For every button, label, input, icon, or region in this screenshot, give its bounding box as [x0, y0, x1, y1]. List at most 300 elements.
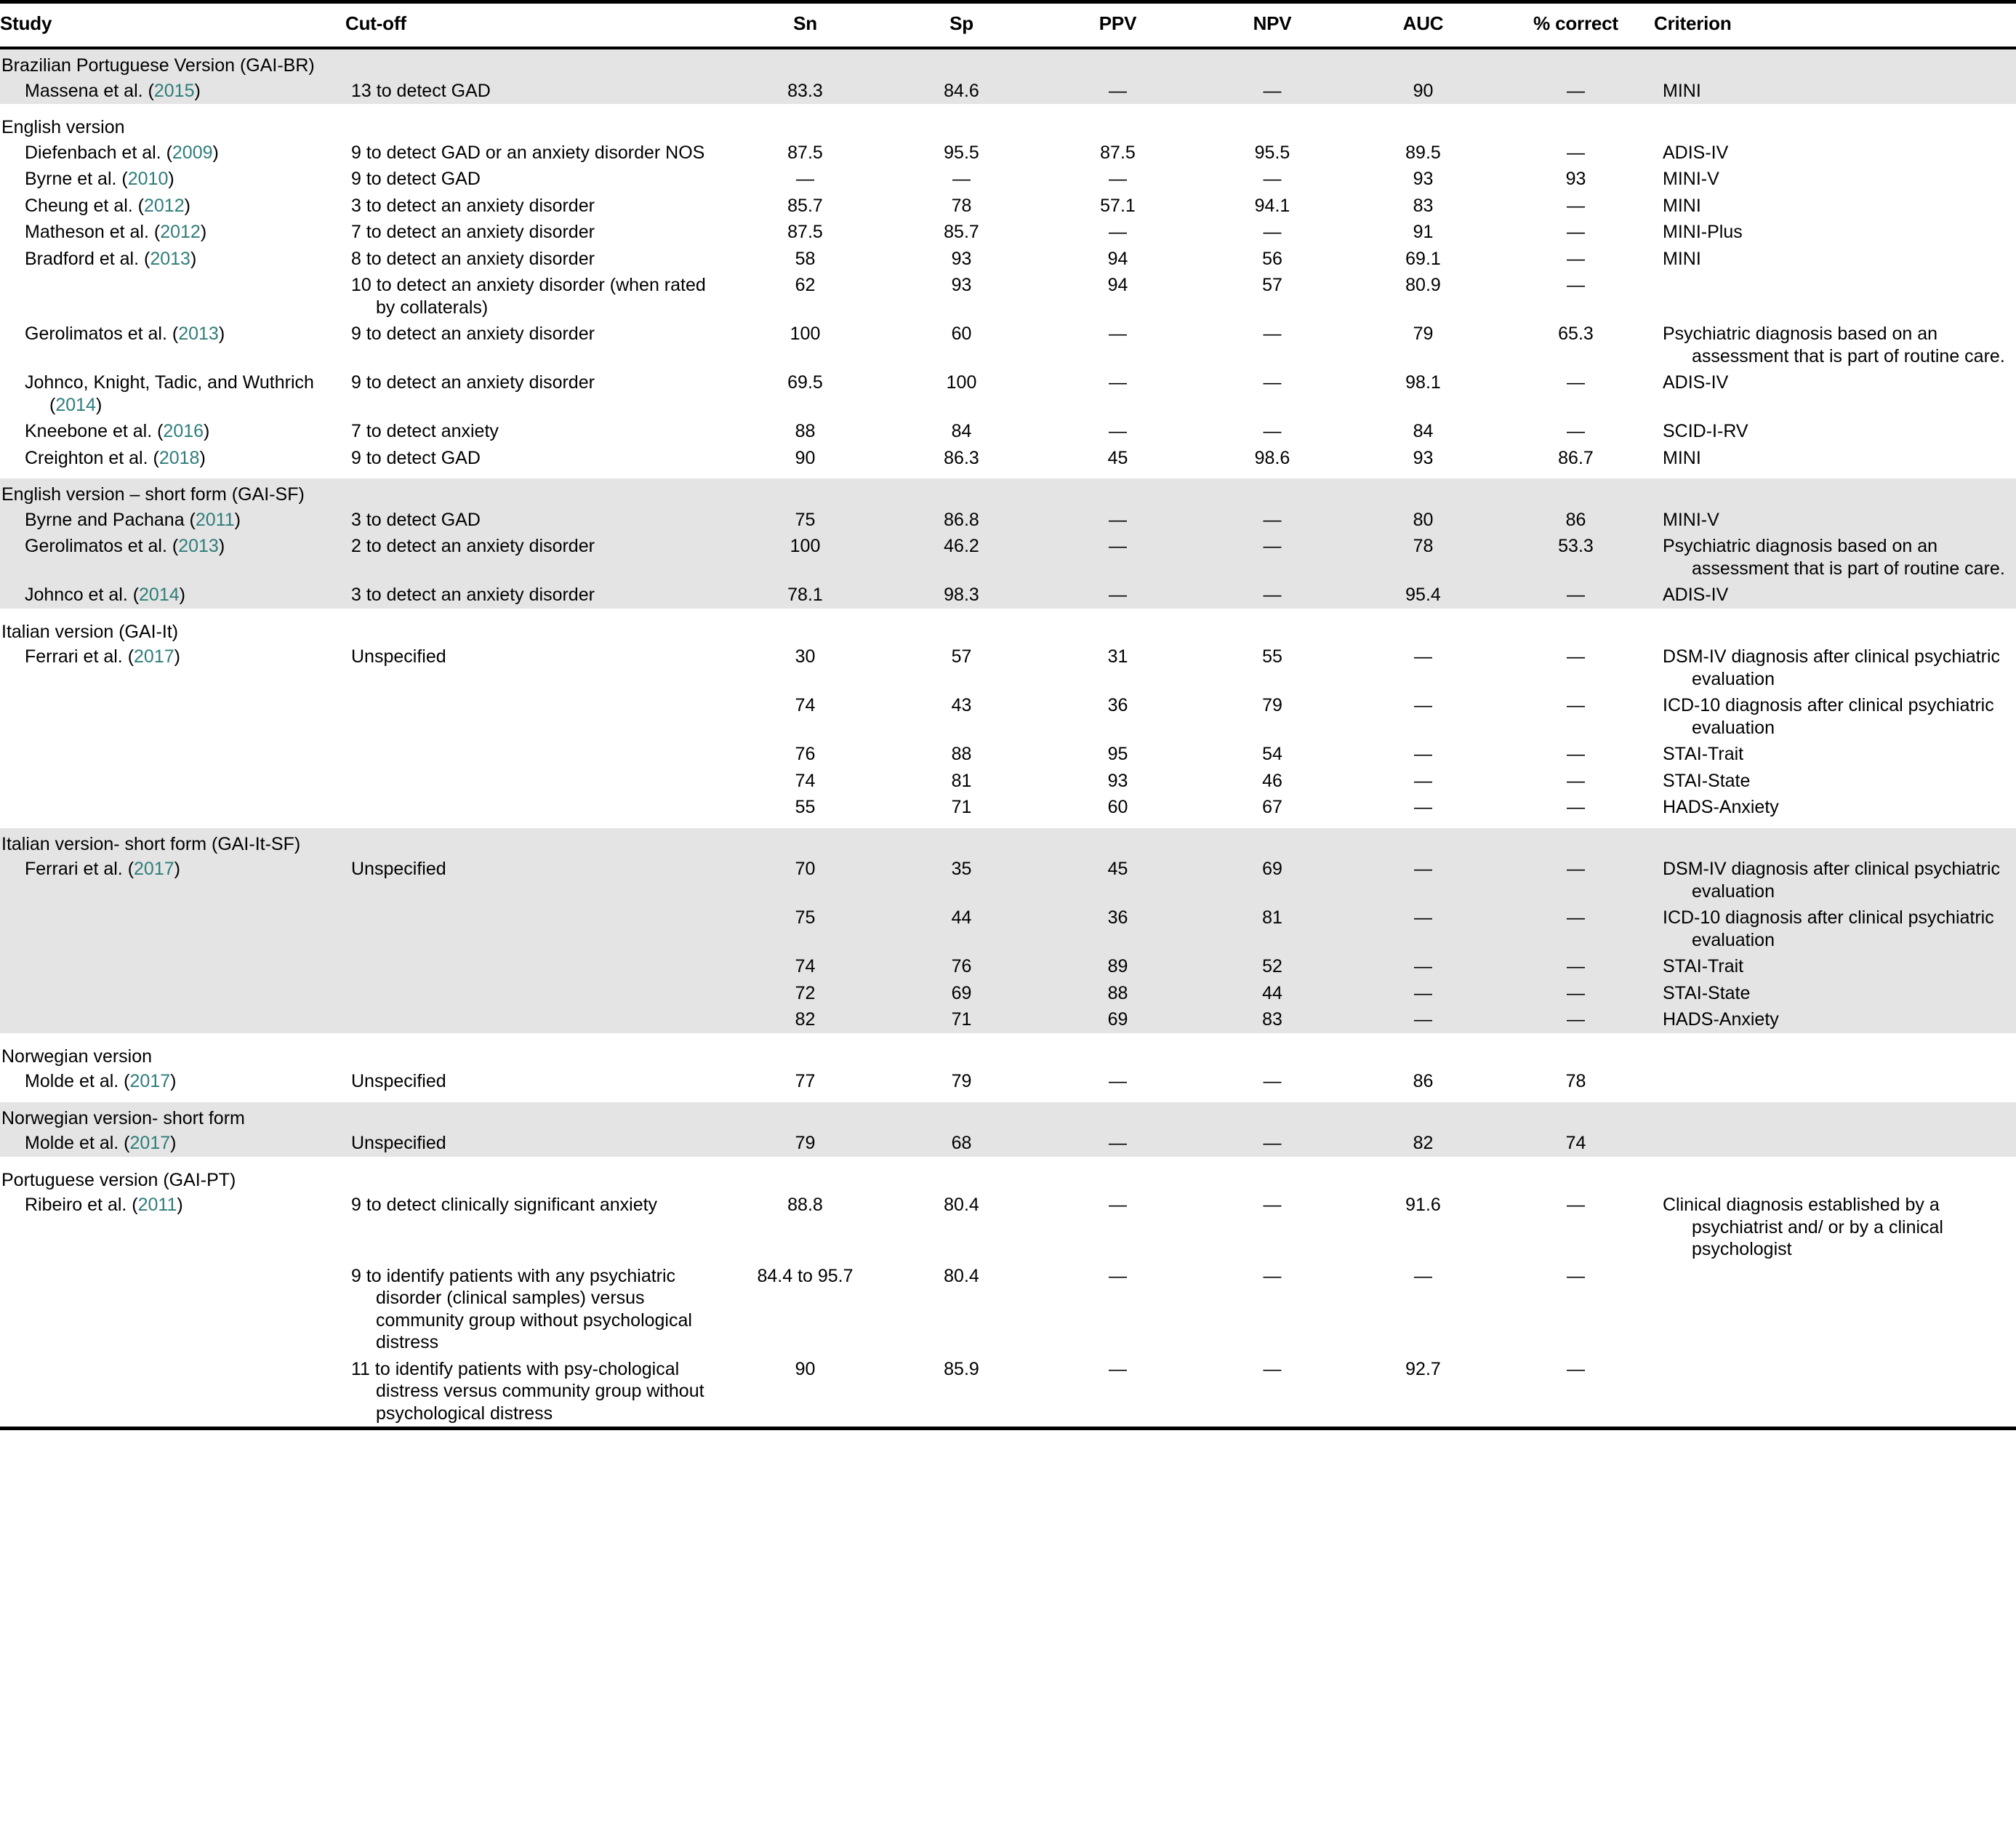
cell-pct-correct: —: [1498, 193, 1654, 220]
cell-sp: 93: [883, 272, 1040, 321]
cell-cutoff: Unspecified: [345, 1068, 727, 1095]
section-spacer: [0, 1095, 2016, 1102]
column-header-pct-correct: % correct: [1498, 2, 1654, 47]
citation-year[interactable]: 2018: [158, 447, 200, 468]
citation-year[interactable]: 2013: [150, 248, 190, 269]
cell-ppv: —: [1040, 219, 1196, 246]
section-spacer: [0, 1157, 2016, 1164]
cell-sn: 58: [727, 246, 883, 273]
cell-auc: —: [1349, 741, 1498, 768]
table-footer: [0, 1429, 2016, 1431]
cell-npv: 54: [1196, 741, 1349, 768]
cell-sn: 85.7: [727, 193, 883, 220]
cell-criterion: HADS-Anxiety: [1654, 1006, 2016, 1033]
section-header-row: [0, 111, 2016, 140]
cell-cutoff: 9 to detect GAD: [345, 166, 727, 193]
table-row: [0, 794, 2016, 821]
cell-sp: 35: [883, 856, 1040, 905]
cell-criterion: MINI: [1654, 445, 2016, 472]
cell-study: [0, 980, 345, 1007]
cell-cutoff: [345, 905, 727, 953]
cell-sn: 87.5: [727, 140, 883, 167]
cell-cutoff: Unspecified: [345, 1130, 727, 1157]
cell-sn: 90: [727, 445, 883, 472]
section-title: Norwegian version- short form: [0, 1102, 727, 1131]
cell-pct-correct: 86.7: [1498, 445, 1654, 472]
cell-auc: —: [1349, 1263, 1498, 1356]
cell-sp: 81: [883, 768, 1040, 795]
table-row: [0, 1192, 2016, 1263]
cell-cutoff: 8 to detect an anxiety disorder: [345, 246, 727, 273]
section-blank-npv: [1196, 828, 1349, 857]
table-body: [0, 48, 2016, 1429]
section-header-row: [0, 48, 2016, 78]
cell-auc: 69.1: [1349, 246, 1498, 273]
cell-sp: 80.4: [883, 1263, 1040, 1356]
cell-ppv: 95: [1040, 741, 1196, 768]
cell-study: Byrne et al. (2010): [0, 166, 345, 193]
cell-criterion: [1654, 1263, 2016, 1356]
cell-pct-correct: —: [1498, 1192, 1654, 1263]
cell-ppv: 94: [1040, 272, 1196, 321]
cell-cutoff: [345, 980, 727, 1007]
cell-npv: —: [1196, 369, 1349, 418]
table-row: [0, 507, 2016, 534]
section-blank-pct: [1498, 828, 1654, 857]
cell-pct-correct: —: [1498, 140, 1654, 167]
cell-study: Creighton et al. (2018): [0, 445, 345, 472]
cell-study: Diefenbach et al. (2009): [0, 140, 345, 167]
cell-auc: 91: [1349, 219, 1498, 246]
cell-study: [0, 1006, 345, 1033]
cell-criterion: MINI-Plus: [1654, 219, 2016, 246]
column-header-sp: Sp: [883, 2, 1040, 47]
table-row: [0, 856, 2016, 905]
section-blank-npv: [1196, 1040, 1349, 1069]
cell-auc: 83: [1349, 193, 1498, 220]
cell-auc: 91.6: [1349, 1192, 1498, 1263]
section-spacer: [0, 471, 2016, 478]
cell-pct-correct: 65.3: [1498, 321, 1654, 369]
section-blank-sn: [727, 111, 883, 140]
citation-year[interactable]: 2017: [129, 1133, 171, 1153]
table-row: [0, 140, 2016, 167]
cell-ppv: —: [1040, 533, 1196, 582]
cell-cutoff: 9 to identify patients with any psychiatric disorder (clinical samples) versus community group without psychological distress: [345, 1263, 727, 1356]
cell-criterion: [1654, 1130, 2016, 1157]
cell-npv: 69: [1196, 856, 1349, 905]
cell-criterion: DSM-IV diagnosis after clinical psychiatric evaluation: [1654, 856, 2016, 905]
table-row: [0, 219, 2016, 246]
cell-npv: —: [1196, 166, 1349, 193]
cell-cutoff: Unspecified: [345, 856, 727, 905]
cell-npv: 44: [1196, 980, 1349, 1007]
table-row: [0, 1130, 2016, 1157]
cell-sp: 98.3: [883, 582, 1040, 609]
cell-study: Johnco et al. (2014): [0, 582, 345, 609]
cell-ppv: 94: [1040, 246, 1196, 273]
cell-ppv: 45: [1040, 856, 1196, 905]
cell-npv: —: [1196, 533, 1349, 582]
cell-npv: 95.5: [1196, 140, 1349, 167]
section-blank-criterion: [1654, 1040, 2016, 1069]
cell-pct-correct: —: [1498, 246, 1654, 273]
cell-criterion: HADS-Anxiety: [1654, 794, 2016, 821]
cell-criterion: MINI: [1654, 193, 2016, 220]
cell-auc: 79: [1349, 321, 1498, 369]
table-row: [0, 166, 2016, 193]
citation-year[interactable]: 2017: [129, 1071, 171, 1091]
cell-sp: 71: [883, 794, 1040, 821]
cell-auc: 98.1: [1349, 369, 1498, 418]
cell-study: [0, 692, 345, 741]
cell-sp: 78: [883, 193, 1040, 220]
section-blank-pct: [1498, 111, 1654, 140]
citation-year[interactable]: 2016: [163, 421, 204, 441]
cell-criterion: STAI-Trait: [1654, 741, 2016, 768]
cell-pct-correct: 86: [1498, 507, 1654, 534]
section-title: Italian version (GAI-It): [0, 616, 727, 644]
citation-year[interactable]: 2013: [178, 324, 219, 344]
cell-cutoff: 3 to detect GAD: [345, 507, 727, 534]
table-row: [0, 582, 2016, 609]
section-blank-sn: [727, 1040, 883, 1069]
cell-ppv: 89: [1040, 953, 1196, 980]
cell-ppv: —: [1040, 582, 1196, 609]
table-row: [0, 905, 2016, 953]
cell-sp: 80.4: [883, 1192, 1040, 1263]
cell-ppv: —: [1040, 1192, 1196, 1263]
citation-year[interactable]: 2013: [178, 536, 219, 556]
citation-year[interactable]: 2014: [139, 585, 180, 605]
table-row: [0, 1263, 2016, 1356]
cell-study: Johnco, Knight, Tadic, and Wuthrich (2014): [0, 369, 345, 418]
section-blank-ppv: [1040, 478, 1196, 507]
cell-pct-correct: —: [1498, 905, 1654, 953]
section-title: English version: [0, 111, 727, 140]
cell-npv: 81: [1196, 905, 1349, 953]
citation-year[interactable]: 2011: [137, 1195, 177, 1215]
cell-npv: —: [1196, 507, 1349, 534]
cell-ppv: —: [1040, 166, 1196, 193]
cell-sn: 87.5: [727, 219, 883, 246]
column-header-study: Study: [0, 2, 345, 47]
cell-sn: 79: [727, 1130, 883, 1157]
cell-cutoff: 3 to detect an anxiety disorder: [345, 193, 727, 220]
cell-sp: 86.3: [883, 445, 1040, 472]
cell-sn: 55: [727, 794, 883, 821]
column-header-auc: AUC: [1349, 2, 1498, 47]
table-row: [0, 1356, 2016, 1429]
table-row: [0, 768, 2016, 795]
citation-year[interactable]: 2012: [144, 195, 185, 216]
citation-year[interactable]: 2011: [195, 509, 235, 530]
cell-study: Gerolimatos et al. (2013): [0, 533, 345, 582]
cell-auc: 80: [1349, 507, 1498, 534]
cell-npv: —: [1196, 1192, 1349, 1263]
cell-pct-correct: —: [1498, 219, 1654, 246]
cell-cutoff: [345, 953, 727, 980]
citation-year[interactable]: 2015: [153, 80, 195, 101]
citation-year[interactable]: 2012: [160, 222, 201, 242]
table-row: [0, 321, 2016, 369]
cell-sp: 57: [883, 643, 1040, 692]
cell-criterion: Psychiatric diagnosis based on an assessment that is part of routine care.: [1654, 533, 2016, 582]
cell-auc: 90: [1349, 78, 1498, 105]
cell-pct-correct: —: [1498, 980, 1654, 1007]
cell-auc: 93: [1349, 166, 1498, 193]
cell-criterion: MINI-V: [1654, 507, 2016, 534]
section-blank-sp: [883, 828, 1040, 857]
cell-ppv: —: [1040, 1356, 1196, 1429]
cell-criterion: Psychiatric diagnosis based on an assessment that is part of routine care.: [1654, 321, 2016, 369]
cell-sp: 88: [883, 741, 1040, 768]
cell-study: Gerolimatos et al. (2013): [0, 321, 345, 369]
cell-auc: —: [1349, 768, 1498, 795]
citation-year[interactable]: 2014: [55, 394, 96, 415]
column-header-criterion: Criterion: [1654, 2, 2016, 47]
section-blank-ppv: [1040, 828, 1196, 857]
section-title: English version – short form (GAI-SF): [0, 478, 727, 507]
cell-npv: —: [1196, 321, 1349, 369]
cell-npv: 79: [1196, 692, 1349, 741]
cell-cutoff: Unspecified: [345, 643, 727, 692]
cell-auc: —: [1349, 856, 1498, 905]
section-header-row: [0, 1102, 2016, 1131]
cell-auc: 92.7: [1349, 1356, 1498, 1429]
cell-auc: —: [1349, 643, 1498, 692]
cell-sp: 93: [883, 246, 1040, 273]
cell-ppv: 69: [1040, 1006, 1196, 1033]
cell-pct-correct: —: [1498, 856, 1654, 905]
citation-year[interactable]: 2017: [134, 646, 174, 667]
section-blank-npv: [1196, 48, 1349, 78]
cell-npv: —: [1196, 1068, 1349, 1095]
table-row: [0, 369, 2016, 418]
cell-pct-correct: —: [1498, 768, 1654, 795]
cell-ppv: —: [1040, 1130, 1196, 1157]
section-blank-criterion: [1654, 616, 2016, 644]
cell-sp: 60: [883, 321, 1040, 369]
cell-criterion: [1654, 272, 2016, 321]
section-header-row: [0, 1164, 2016, 1192]
cell-criterion: SCID-I-RV: [1654, 418, 2016, 445]
cell-sn: 78.1: [727, 582, 883, 609]
cell-sn: 69.5: [727, 369, 883, 418]
section-blank-sp: [883, 616, 1040, 644]
cell-criterion: ICD-10 diagnosis after clinical psychiatric evaluation: [1654, 692, 2016, 741]
cell-sn: 77: [727, 1068, 883, 1095]
cell-npv: —: [1196, 418, 1349, 445]
section-blank-pct: [1498, 478, 1654, 507]
cell-pct-correct: 53.3: [1498, 533, 1654, 582]
cell-pct-correct: 93: [1498, 166, 1654, 193]
table-row: [0, 246, 2016, 273]
cell-npv: —: [1196, 582, 1349, 609]
cell-criterion: Clinical diagnosis established by a psychiatrist and/ or by a clinical psychologist: [1654, 1192, 2016, 1263]
cell-criterion: ADIS-IV: [1654, 140, 2016, 167]
cell-npv: 46: [1196, 768, 1349, 795]
table-header: [0, 2, 2016, 49]
cell-study: [0, 272, 345, 321]
table-row: [0, 980, 2016, 1007]
cell-study: [0, 741, 345, 768]
cell-study: Ribeiro et al. (2011): [0, 1192, 345, 1263]
section-blank-criterion: [1654, 828, 2016, 857]
table-row: [0, 1006, 2016, 1033]
section-blank-ppv: [1040, 1102, 1196, 1131]
section-blank-auc: [1349, 1040, 1498, 1069]
cell-npv: 83: [1196, 1006, 1349, 1033]
section-blank-auc: [1349, 1164, 1498, 1192]
cell-sn: 90: [727, 1356, 883, 1429]
cell-pct-correct: —: [1498, 794, 1654, 821]
section-blank-sp: [883, 1102, 1040, 1131]
cell-criterion: [1654, 1356, 2016, 1429]
cell-auc: 78: [1349, 533, 1498, 582]
cell-cutoff: [345, 768, 727, 795]
cell-auc: —: [1349, 953, 1498, 980]
cell-study: [0, 768, 345, 795]
section-spacer: [0, 1033, 2016, 1040]
section-blank-criterion: [1654, 111, 2016, 140]
section-title: Italian version- short form (GAI-It-SF): [0, 828, 727, 857]
cell-npv: 94.1: [1196, 193, 1349, 220]
section-blank-npv: [1196, 1164, 1349, 1192]
cell-auc: 80.9: [1349, 272, 1498, 321]
cell-criterion: DSM-IV diagnosis after clinical psychiatric evaluation: [1654, 643, 2016, 692]
section-blank-ppv: [1040, 1040, 1196, 1069]
cell-ppv: —: [1040, 78, 1196, 105]
section-blank-sn: [727, 478, 883, 507]
section-blank-auc: [1349, 48, 1498, 78]
cell-pct-correct: 78: [1498, 1068, 1654, 1095]
cell-study: Matheson et al. (2012): [0, 219, 345, 246]
cell-sn: 75: [727, 905, 883, 953]
cell-ppv: 87.5: [1040, 140, 1196, 167]
cell-npv: 52: [1196, 953, 1349, 980]
cell-sp: 69: [883, 980, 1040, 1007]
cell-npv: —: [1196, 78, 1349, 105]
cell-npv: —: [1196, 1130, 1349, 1157]
cell-auc: 93: [1349, 445, 1498, 472]
cell-ppv: 36: [1040, 905, 1196, 953]
table-row: [0, 953, 2016, 980]
section-header-row: [0, 1040, 2016, 1069]
section-title: Norwegian version: [0, 1040, 727, 1069]
cell-ppv: —: [1040, 507, 1196, 534]
table-row: [0, 418, 2016, 445]
cell-study: Ferrari et al. (2017): [0, 643, 345, 692]
section-blank-criterion: [1654, 48, 2016, 78]
cell-sn: 30: [727, 643, 883, 692]
cell-ppv: —: [1040, 321, 1196, 369]
cell-study: Molde et al. (2017): [0, 1068, 345, 1095]
cell-cutoff: 9 to detect an anxiety disorder: [345, 321, 727, 369]
section-blank-auc: [1349, 828, 1498, 857]
table-row: [0, 643, 2016, 692]
cell-ppv: —: [1040, 418, 1196, 445]
cell-pct-correct: 74: [1498, 1130, 1654, 1157]
section-header-row: [0, 616, 2016, 644]
cell-pct-correct: —: [1498, 272, 1654, 321]
cell-auc: —: [1349, 794, 1498, 821]
citation-year[interactable]: 2009: [172, 142, 213, 163]
section-blank-ppv: [1040, 1164, 1196, 1192]
cell-criterion: ADIS-IV: [1654, 582, 2016, 609]
section-spacer: [0, 104, 2016, 111]
section-blank-sn: [727, 1102, 883, 1131]
cell-sp: 85.7: [883, 219, 1040, 246]
cell-ppv: —: [1040, 1263, 1196, 1356]
section-header-row: [0, 828, 2016, 857]
section-blank-npv: [1196, 616, 1349, 644]
section-blank-sn: [727, 1164, 883, 1192]
section-blank-pct: [1498, 48, 1654, 78]
column-header-npv: NPV: [1196, 2, 1349, 47]
cell-sn: 88.8: [727, 1192, 883, 1263]
cell-sn: 74: [727, 953, 883, 980]
cell-criterion: ADIS-IV: [1654, 369, 2016, 418]
cell-pct-correct: —: [1498, 1006, 1654, 1033]
cell-study: Massena et al. (2015): [0, 78, 345, 105]
cell-auc: —: [1349, 692, 1498, 741]
section-blank-sp: [883, 111, 1040, 140]
cell-cutoff: 9 to detect GAD: [345, 445, 727, 472]
cell-study: Bradford et al. (2013): [0, 246, 345, 273]
section-blank-npv: [1196, 478, 1349, 507]
cell-criterion: ICD-10 diagnosis after clinical psychiatric evaluation: [1654, 905, 2016, 953]
table-row: [0, 692, 2016, 741]
section-header-row: [0, 478, 2016, 507]
cell-sp: 79: [883, 1068, 1040, 1095]
cell-auc: —: [1349, 980, 1498, 1007]
section-blank-npv: [1196, 111, 1349, 140]
cell-auc: 82: [1349, 1130, 1498, 1157]
cell-cutoff: 3 to detect an anxiety disorder: [345, 582, 727, 609]
cell-cutoff: [345, 1006, 727, 1033]
cell-sn: 82: [727, 1006, 883, 1033]
cell-cutoff: [345, 741, 727, 768]
cell-criterion: STAI-State: [1654, 768, 2016, 795]
bottom-rule: [0, 1429, 2016, 1431]
cell-sn: —: [727, 166, 883, 193]
section-blank-sp: [883, 48, 1040, 78]
section-blank-ppv: [1040, 616, 1196, 644]
cell-sn: 84.4 to 95.7: [727, 1263, 883, 1356]
cell-ppv: 93: [1040, 768, 1196, 795]
cell-cutoff: 9 to detect an anxiety disorder: [345, 369, 727, 418]
citation-year[interactable]: 2010: [127, 169, 169, 189]
cell-auc: 95.4: [1349, 582, 1498, 609]
cell-study: Molde et al. (2017): [0, 1130, 345, 1157]
column-header-sn: Sn: [727, 2, 883, 47]
cell-pct-correct: —: [1498, 1263, 1654, 1356]
cell-cutoff: 9 to detect clinically significant anxiety: [345, 1192, 727, 1263]
section-spacer: [0, 821, 2016, 828]
cell-sp: —: [883, 166, 1040, 193]
section-blank-auc: [1349, 111, 1498, 140]
citation-year[interactable]: 2017: [134, 859, 174, 879]
cell-sn: 76: [727, 741, 883, 768]
cell-study: Cheung et al. (2012): [0, 193, 345, 220]
cell-npv: 98.6: [1196, 445, 1349, 472]
cell-sp: 100: [883, 369, 1040, 418]
cell-ppv: —: [1040, 369, 1196, 418]
section-blank-pct: [1498, 616, 1654, 644]
cell-npv: 55: [1196, 643, 1349, 692]
section-blank-pct: [1498, 1164, 1654, 1192]
